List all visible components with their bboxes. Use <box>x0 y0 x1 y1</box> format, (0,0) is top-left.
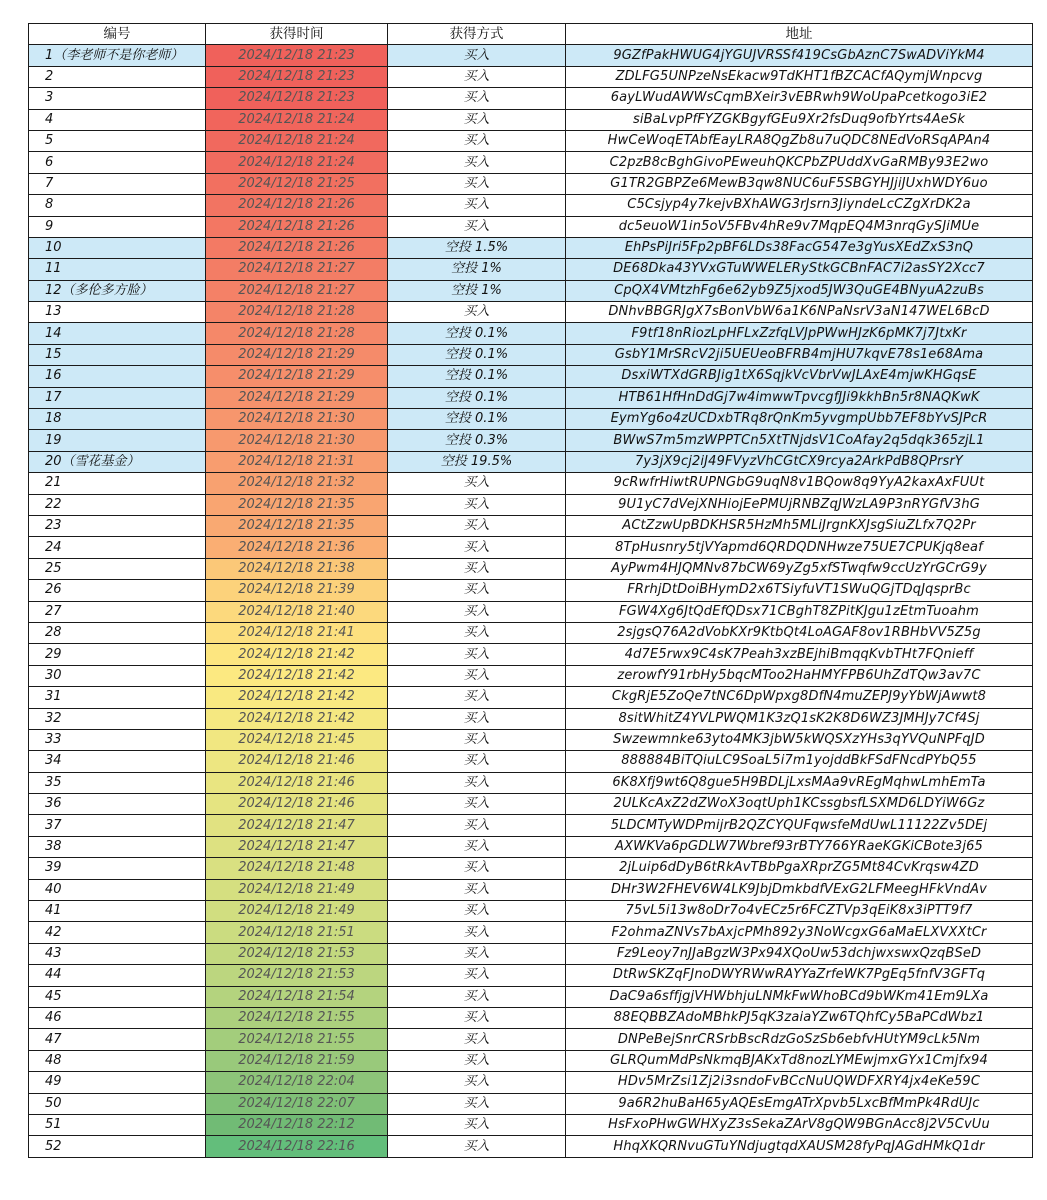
cell-id: 14 <box>29 323 206 344</box>
table-row <box>29 387 1033 408</box>
cell-time: 2024/12/18 21:29 <box>206 344 388 365</box>
table-row <box>29 858 1033 879</box>
cell-id: 17 <box>29 387 206 408</box>
cell-id: 30 <box>29 665 206 686</box>
cell-address: F2ohmaZNVs7bAxjcPMh892y3NoWcgxG6aMaELXVXXtCr <box>566 922 1033 943</box>
cell-method: 买入 <box>388 88 566 109</box>
cell-id: 38 <box>29 836 206 857</box>
cell-method: 空投 1.5% <box>388 237 566 258</box>
cell-address: Swzewmnke63yto4MK3jbW5kWQSXzYHs3qYVQuNPFqJD <box>566 729 1033 750</box>
cell-method: 买入 <box>388 901 566 922</box>
cell-time: 2024/12/18 21:48 <box>206 858 388 879</box>
cell-address: 8sitWhitZ4YVLPWQM1K3zQ1sK2K8D6WZ3JMHJy7Cf4Sj <box>566 708 1033 729</box>
cell-method: 买入 <box>388 45 566 66</box>
cell-address: HhqXKQRNvuGTuYNdjugtqdXAUSM28fyPqJAGdHMkQ1dr <box>566 1136 1033 1157</box>
cell-method: 买入 <box>388 965 566 986</box>
cell-time: 2024/12/18 21:30 <box>206 409 388 430</box>
cell-address: zerowfY91rbHy5bqcMToo2HaHMYFPB6UhZdTQw3av7C <box>566 665 1033 686</box>
table-row <box>29 729 1033 750</box>
cell-address: ZDLFG5UNPzeNsEkacw9TdKHT1fBZCACfAQymjWnpcvg <box>566 66 1033 87</box>
cell-method: 买入 <box>388 922 566 943</box>
table-row <box>29 622 1033 643</box>
table-row <box>29 1093 1033 1114</box>
cell-time: 2024/12/18 21:32 <box>206 473 388 494</box>
cell-id: 22 <box>29 494 206 515</box>
cell-time: 2024/12/18 21:46 <box>206 772 388 793</box>
table-row <box>29 259 1033 280</box>
cell-id: 46 <box>29 1007 206 1028</box>
cell-method: 买入 <box>388 601 566 622</box>
cell-address: C2pzB8cBghGivoPEweuhQKCPbZPUddXvGaRMBy93E2wo <box>566 152 1033 173</box>
table-row <box>29 986 1033 1007</box>
cell-method: 空投 1% <box>388 280 566 301</box>
cell-id: 8 <box>29 195 206 216</box>
header-id: 编号 <box>29 24 206 45</box>
cell-method: 买入 <box>388 558 566 579</box>
cell-id: 9 <box>29 216 206 237</box>
cell-method: 买入 <box>388 772 566 793</box>
cell-time: 2024/12/18 21:47 <box>206 836 388 857</box>
cell-method: 买入 <box>388 943 566 964</box>
cell-id: 50 <box>29 1093 206 1114</box>
cell-id: 35 <box>29 772 206 793</box>
table-row <box>29 494 1033 515</box>
cell-time: 2024/12/18 22:04 <box>206 1072 388 1093</box>
cell-method: 买入 <box>388 815 566 836</box>
cell-id: 1（李老师不是你老师） <box>29 45 206 66</box>
table-row <box>29 751 1033 772</box>
cell-address: 6ayLWudAWWsCqmBXeir3vEBRwh9WoUpaPcetkogo3iE2 <box>566 88 1033 109</box>
cell-time: 2024/12/18 21:26 <box>206 216 388 237</box>
table-row <box>29 879 1033 900</box>
cell-time: 2024/12/18 21:39 <box>206 580 388 601</box>
cell-method: 买入 <box>388 473 566 494</box>
cell-time: 2024/12/18 21:53 <box>206 965 388 986</box>
table-row <box>29 922 1033 943</box>
cell-method: 买入 <box>388 858 566 879</box>
table-row <box>29 152 1033 173</box>
cell-id: 41 <box>29 901 206 922</box>
cell-id: 36 <box>29 794 206 815</box>
cell-address: HTB61HfHnDdGj7w4imwwTpvcgfJJi9kkhBn5r8NAQKwK <box>566 387 1033 408</box>
cell-id: 21 <box>29 473 206 494</box>
cell-id: 49 <box>29 1072 206 1093</box>
cell-time: 2024/12/18 21:42 <box>206 687 388 708</box>
cell-id: 16 <box>29 366 206 387</box>
cell-time: 2024/12/18 21:49 <box>206 879 388 900</box>
cell-id: 19 <box>29 430 206 451</box>
cell-id: 20（雪花基金） <box>29 451 206 472</box>
cell-id: 11 <box>29 259 206 280</box>
cell-address: 9a6R2huBaH65yAQEsEmgATrXpvb5LxcBfMmPk4RdUJc <box>566 1093 1033 1114</box>
cell-time: 2024/12/18 21:27 <box>206 280 388 301</box>
cell-method: 买入 <box>388 537 566 558</box>
cell-time: 2024/12/18 21:24 <box>206 130 388 151</box>
table-row <box>29 965 1033 986</box>
cell-address: G1TR2GBPZe6MewB3qw8NUC6uF5SBGYHJjiJUxhWDY6uo <box>566 173 1033 194</box>
cell-id: 23 <box>29 515 206 536</box>
table-row <box>29 1136 1033 1157</box>
cell-time: 2024/12/18 21:23 <box>206 88 388 109</box>
table-row <box>29 237 1033 258</box>
cell-time: 2024/12/18 21:55 <box>206 1007 388 1028</box>
cell-time: 2024/12/18 21:45 <box>206 729 388 750</box>
table-row <box>29 1029 1033 1050</box>
cell-address: GsbY1MrSRcV2ji5UEUeoBFRB4mjHU7kqvE78s1e68Ama <box>566 344 1033 365</box>
cell-time: 2024/12/18 21:42 <box>206 644 388 665</box>
cell-address: 88EQBBZAdoMBhkPJ5qK3zaiaYZw6TQhfCy5BaPCdWbz1 <box>566 1007 1033 1028</box>
table-row <box>29 366 1033 387</box>
cell-time: 2024/12/18 21:38 <box>206 558 388 579</box>
cell-address: F9tf18nRiozLpHFLxZzfqLVJpPWwHJzK6pMK7j7JtxKr <box>566 323 1033 344</box>
cell-time: 2024/12/18 21:46 <box>206 794 388 815</box>
cell-address: FGW4Xg6JtQdEfQDsx71CBghT8ZPitKJgu1zEtmTuoahm <box>566 601 1033 622</box>
table-row <box>29 537 1033 558</box>
cell-time: 2024/12/18 21:24 <box>206 109 388 130</box>
table-row <box>29 558 1033 579</box>
cell-method: 买入 <box>388 986 566 1007</box>
cell-address: 4d7E5rwx9C4sK7Peah3xzBEjhiBmqqKvbTHt7FQnieff <box>566 644 1033 665</box>
cell-address: DaC9a6sffjgjVHWbhjuLNMkFwWhoBCd9bWKm41Em9LXa <box>566 986 1033 1007</box>
cell-address: 888884BiTQiuLC9SoaL5i7m1yojddBkFSdFNcdPYbQ55 <box>566 751 1033 772</box>
cell-method: 空投 1% <box>388 259 566 280</box>
cell-address: Fz9Leoy7nJJaBgzW3Px94XQoUw53dchjwxswxQzqBSeD <box>566 943 1033 964</box>
cell-method: 空投 0.1% <box>388 409 566 430</box>
cell-time: 2024/12/18 21:30 <box>206 430 388 451</box>
cell-address: 9U1yC7dVejXNHiojEePMUjRNBZqJWzLA9P3nRYGfV3hG <box>566 494 1033 515</box>
table-row <box>29 1007 1033 1028</box>
table-row <box>29 580 1033 601</box>
address-table <box>28 23 1033 1158</box>
cell-time: 2024/12/18 22:16 <box>206 1136 388 1157</box>
table-row <box>29 323 1033 344</box>
cell-id: 43 <box>29 943 206 964</box>
cell-method: 买入 <box>388 302 566 323</box>
cell-id: 52 <box>29 1136 206 1157</box>
table-row <box>29 687 1033 708</box>
cell-time: 2024/12/18 21:59 <box>206 1050 388 1071</box>
cell-address: HwCeWoqETAbfEayLRA8QgZb8u7uQDC8NEdVoRSqAPAn4 <box>566 130 1033 151</box>
table-row <box>29 195 1033 216</box>
cell-method: 买入 <box>388 708 566 729</box>
cell-address: 9cRwfrHiwtRUPNGbG9uqN8v1BQow8q9YyA2kaxAxFUUt <box>566 473 1033 494</box>
cell-address: CkgRjE5ZoQe7tNC6DpWpxg8DfN4muZEPJ9yYbWjAwwt8 <box>566 687 1033 708</box>
cell-method: 买入 <box>388 195 566 216</box>
cell-id: 25 <box>29 558 206 579</box>
cell-id: 27 <box>29 601 206 622</box>
cell-method: 买入 <box>388 1007 566 1028</box>
table-row <box>29 280 1033 301</box>
table-row <box>29 451 1033 472</box>
cell-address: CpQX4VMtzhFg6e62yb9Z5jxod5JW3QuGE4BNyuA2zuBs <box>566 280 1033 301</box>
table-row <box>29 943 1033 964</box>
cell-id: 29 <box>29 644 206 665</box>
cell-time: 2024/12/18 22:07 <box>206 1093 388 1114</box>
cell-id: 15 <box>29 344 206 365</box>
table-row <box>29 601 1033 622</box>
cell-method: 买入 <box>388 794 566 815</box>
cell-method: 空投 0.1% <box>388 323 566 344</box>
cell-method: 买入 <box>388 580 566 601</box>
cell-method: 买入 <box>388 494 566 515</box>
cell-id: 4 <box>29 109 206 130</box>
cell-time: 2024/12/18 21:24 <box>206 152 388 173</box>
cell-method: 买入 <box>388 836 566 857</box>
table-row <box>29 708 1033 729</box>
cell-id: 26 <box>29 580 206 601</box>
cell-address: 2jLuip6dDyB6tRkAvTBbPgaXRprZG5Mt84CvKrqsw4ZD <box>566 858 1033 879</box>
table-row <box>29 815 1033 836</box>
cell-address: 2sjgsQ76A2dVobKXr9KtbQt4LoAGAF8ov1RBHbVV5Z5g <box>566 622 1033 643</box>
cell-id: 42 <box>29 922 206 943</box>
cell-time: 2024/12/18 21:40 <box>206 601 388 622</box>
cell-address: C5Csjyp4y7kejvBXhAWG3rJsrn3JiyndeLcCZgXrDK2a <box>566 195 1033 216</box>
cell-address: 2ULKcAxZ2dZWoX3oqtUph1KCssgbsfLSXMD6LDYiW6Gz <box>566 794 1033 815</box>
cell-address: DsxiWTXdGRBJig1tX6SqjkVcVbrVwJLAxE4mjwKHGqsE <box>566 366 1033 387</box>
cell-id: 10 <box>29 237 206 258</box>
cell-address: DtRwSKZqFJnoDWYRWwRAYYaZrfeWK7PgEq5fnfV3GFTq <box>566 965 1033 986</box>
cell-time: 2024/12/18 21:31 <box>206 451 388 472</box>
cell-id: 32 <box>29 708 206 729</box>
table-row <box>29 109 1033 130</box>
cell-id: 24 <box>29 537 206 558</box>
cell-address: DNPeBejSnrCRSrbBscRdzGoSzSb6ebfvHUtYM9cLk5Nm <box>566 1029 1033 1050</box>
cell-time: 2024/12/18 21:28 <box>206 323 388 344</box>
table-row <box>29 344 1033 365</box>
cell-time: 2024/12/18 21:25 <box>206 173 388 194</box>
cell-time: 2024/12/18 21:23 <box>206 45 388 66</box>
table-row <box>29 836 1033 857</box>
cell-time: 2024/12/18 21:42 <box>206 708 388 729</box>
cell-time: 2024/12/18 21:29 <box>206 387 388 408</box>
cell-time: 2024/12/18 21:54 <box>206 986 388 1007</box>
cell-id: 37 <box>29 815 206 836</box>
table-row <box>29 1050 1033 1071</box>
cell-method: 买入 <box>388 687 566 708</box>
cell-address: ACtZzwUpBDKHSR5HzMh5MLiJrgnKXJsgSiuZLfx7Q2Pr <box>566 515 1033 536</box>
cell-method: 买入 <box>388 1093 566 1114</box>
cell-id: 33 <box>29 729 206 750</box>
cell-method: 买入 <box>388 1029 566 1050</box>
table-row <box>29 88 1033 109</box>
cell-method: 买入 <box>388 515 566 536</box>
cell-method: 买入 <box>388 152 566 173</box>
cell-id: 51 <box>29 1114 206 1135</box>
cell-time: 2024/12/18 21:23 <box>206 66 388 87</box>
table-row <box>29 409 1033 430</box>
cell-id: 18 <box>29 409 206 430</box>
table-row <box>29 216 1033 237</box>
table-row <box>29 665 1033 686</box>
cell-address: 75vL5i13w8oDr7o4vECz5r6FCZTVp3qEiK8x3iPTT9f7 <box>566 901 1033 922</box>
header-address: 地址 <box>566 24 1033 45</box>
cell-method: 买入 <box>388 879 566 900</box>
cell-method: 空投 0.1% <box>388 344 566 365</box>
cell-method: 买入 <box>388 729 566 750</box>
cell-id: 47 <box>29 1029 206 1050</box>
header-row <box>29 24 1033 45</box>
table-row <box>29 794 1033 815</box>
cell-id: 39 <box>29 858 206 879</box>
cell-address: GLRQumMdPsNkmqBJAKxTd8nozLYMEwjmxGYx1Cmjfx94 <box>566 1050 1033 1071</box>
table-row <box>29 644 1033 665</box>
cell-address: 9GZfPakHWUG4jYGUJVRSSf419CsGbAznC7SwADViYkM4 <box>566 45 1033 66</box>
table-row <box>29 1114 1033 1135</box>
header-method: 获得方式 <box>388 24 566 45</box>
cell-id: 34 <box>29 751 206 772</box>
cell-id: 40 <box>29 879 206 900</box>
table-row <box>29 66 1033 87</box>
cell-address: EymYg6o4zUCDxbTRq8rQnKm5yvgmpUbb7EF8bYvSJPcR <box>566 409 1033 430</box>
cell-method: 买入 <box>388 109 566 130</box>
cell-time: 2024/12/18 21:49 <box>206 901 388 922</box>
cell-time: 2024/12/18 21:35 <box>206 515 388 536</box>
cell-id: 2 <box>29 66 206 87</box>
table-row <box>29 302 1033 323</box>
cell-method: 买入 <box>388 751 566 772</box>
table-row <box>29 473 1033 494</box>
cell-time: 2024/12/18 21:47 <box>206 815 388 836</box>
cell-method: 空投 19.5% <box>388 451 566 472</box>
cell-method: 买入 <box>388 173 566 194</box>
cell-time: 2024/12/18 21:46 <box>206 751 388 772</box>
cell-time: 2024/12/18 21:42 <box>206 665 388 686</box>
table-row <box>29 173 1033 194</box>
cell-id: 45 <box>29 986 206 1007</box>
table-row <box>29 1072 1033 1093</box>
cell-id: 6 <box>29 152 206 173</box>
cell-id: 31 <box>29 687 206 708</box>
cell-time: 2024/12/18 21:41 <box>206 622 388 643</box>
cell-address: AyPwm4HJQMNv87bCW69yZg5xfSTwqfw9ccUzYrGCrG9y <box>566 558 1033 579</box>
table-row <box>29 515 1033 536</box>
cell-method: 买入 <box>388 66 566 87</box>
header-time: 获得时间 <box>206 24 388 45</box>
cell-address: AXWKVa6pGDLW7Wbref93rBTY766YRaeKGKiCBote3j65 <box>566 836 1033 857</box>
cell-address: HsFxoPHwGWHXyZ3sSekaZArV8gQW9BGnAcc8j2V5CvUu <box>566 1114 1033 1135</box>
cell-address: EhPsPiJri5Fp2pBF6LDs38FacG547e3gYusXEdZxS3nQ <box>566 237 1033 258</box>
cell-id: 3 <box>29 88 206 109</box>
table-row <box>29 430 1033 451</box>
cell-time: 2024/12/18 21:26 <box>206 237 388 258</box>
cell-method: 空投 0.1% <box>388 387 566 408</box>
cell-address: DE68Dka43YVxGTuWWELERyStkGCBnFAC7i2asSY2Xcc7 <box>566 259 1033 280</box>
cell-method: 买入 <box>388 216 566 237</box>
cell-method: 空投 0.1% <box>388 366 566 387</box>
cell-method: 买入 <box>388 1050 566 1071</box>
cell-address: FRrhjDtDoiBHymD2x6TSiyfuVT1SWuQGjTDqJqsprBc <box>566 580 1033 601</box>
cell-address: 6K8Xfj9wt6Q8gue5H9BDLjLxsMAa9vREgMqhwLmhEmTa <box>566 772 1033 793</box>
cell-address: 8TpHusnry5tjVYapmd6QRDQDNHwze75UE7CPUKjq8eaf <box>566 537 1033 558</box>
cell-id: 44 <box>29 965 206 986</box>
cell-time: 2024/12/18 21:51 <box>206 922 388 943</box>
cell-method: 买入 <box>388 1114 566 1135</box>
cell-address: 5LDCMTyWDPmijrB2QZCYQUFqwsfeMdUwL11122Zv5DEj <box>566 815 1033 836</box>
cell-method: 空投 0.3% <box>388 430 566 451</box>
cell-address: 7y3jX9cj2iJ49FVyzVhCGtCX9rcya2ArkPdB8QPrsrY <box>566 451 1033 472</box>
table-row <box>29 45 1033 66</box>
cell-address: dc5euoW1in5oV5FBv4hRe9v7MqpEQ4M3nrqGySJiMUe <box>566 216 1033 237</box>
cell-method: 买入 <box>388 1136 566 1157</box>
cell-method: 买入 <box>388 130 566 151</box>
cell-address: DHr3W2FHEV6W4LK9JbjDmkbdfVExG2LFMeegHFkVndAv <box>566 879 1033 900</box>
cell-method: 买入 <box>388 1072 566 1093</box>
cell-time: 2024/12/18 21:55 <box>206 1029 388 1050</box>
cell-address: siBaLvpPfFYZGKBgyfGEu9Xr2fsDuq9ofbYrts4AeSk <box>566 109 1033 130</box>
cell-time: 2024/12/18 21:26 <box>206 195 388 216</box>
cell-time: 2024/12/18 21:28 <box>206 302 388 323</box>
cell-id: 48 <box>29 1050 206 1071</box>
cell-address: BWwS7m5mzWPPTCn5XtTNjdsV1CoAfay2q5dqk365zjL1 <box>566 430 1033 451</box>
cell-id: 12（多伦多方脸） <box>29 280 206 301</box>
cell-id: 13 <box>29 302 206 323</box>
table-row <box>29 772 1033 793</box>
cell-time: 2024/12/18 22:12 <box>206 1114 388 1135</box>
table-row <box>29 130 1033 151</box>
cell-id: 28 <box>29 622 206 643</box>
cell-method: 买入 <box>388 622 566 643</box>
table-row <box>29 901 1033 922</box>
cell-method: 买入 <box>388 665 566 686</box>
cell-time: 2024/12/18 21:53 <box>206 943 388 964</box>
cell-time: 2024/12/18 21:35 <box>206 494 388 515</box>
cell-method: 买入 <box>388 644 566 665</box>
cell-time: 2024/12/18 21:27 <box>206 259 388 280</box>
cell-id: 7 <box>29 173 206 194</box>
cell-address: HDv5MrZsi1Zj2i3sndoFvBCcNuUQWDFXRY4jx4eKe59C <box>566 1072 1033 1093</box>
cell-id: 5 <box>29 130 206 151</box>
cell-time: 2024/12/18 21:29 <box>206 366 388 387</box>
cell-time: 2024/12/18 21:36 <box>206 537 388 558</box>
cell-address: DNhvBBGRJgX7sBonVbW6a1K6NPaNsrV3aN147WEL6BcD <box>566 302 1033 323</box>
